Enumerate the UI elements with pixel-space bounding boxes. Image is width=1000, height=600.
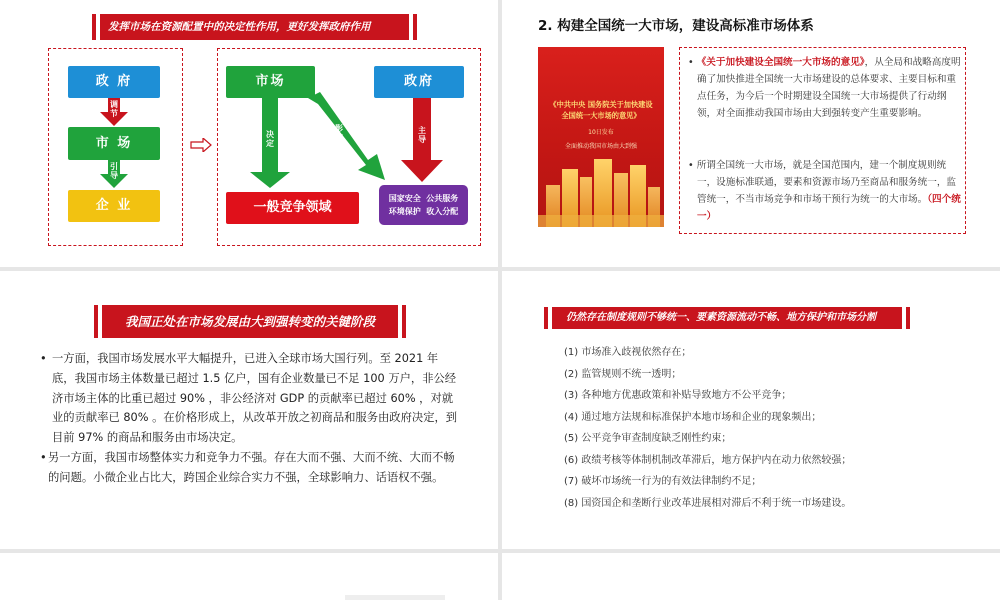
list-item: (2) 监管规则不统一透明； <box>564 368 682 380</box>
tiaojie-label: 调节 <box>110 100 118 118</box>
slide-problems[interactable] <box>502 271 1000 549</box>
bullet-dot: • <box>40 451 47 464</box>
general-competition-box: 一般竞争领域 <box>226 192 359 224</box>
problem-list <box>564 346 984 518</box>
banner <box>544 307 910 329</box>
purple-item: 收入分配 <box>426 207 459 216</box>
banner <box>94 305 406 338</box>
bullet-text: 一方面，我国市场发展水平大幅提升，已进入全球市场大国行列。至 2021 年底，我国市场主体数量已超过 1.5 亿户，国有企业数量已不足 100 万户，非公经济市场主体的比重已超过 90% ，非公经济对 GDP 的贡献率已超过 60% ，对就业的贡献率已 80% 。在价格形成上，从改革开放之初商品和服务由政府决定，到目前 97% 的商品和服务由市场决定。 <box>52 352 458 445</box>
jueding-label: 决定 <box>266 130 274 148</box>
purple-box <box>379 185 468 225</box>
slide-partial-6[interactable] <box>502 553 1000 600</box>
gov-box: 政 府 <box>68 66 160 98</box>
poster-date: 10日发布 <box>588 129 614 136</box>
enterprise-box: 企 业 <box>68 190 160 222</box>
paragraph-2: • 所谓全国统一大市场，就是全国范围内，建一个制度规则统一，设施标准联通，要素和资源市场乃至商品和服务统一，监管统一，不当市场竞争和市场干预行为统一的大市场。（四个统一） <box>688 160 961 222</box>
city-skyline-illustration <box>538 147 664 227</box>
list-item: (5) 公平竞争审查制度缺乏刚性约束； <box>564 433 732 444</box>
list-item: (7) 破坏市场统一行为的有效法律制约不足； <box>564 476 762 487</box>
yingxiang-label: 影响 <box>335 124 343 142</box>
zhudao-label: 主导 <box>418 126 426 144</box>
policy-poster <box>538 47 664 227</box>
slide-heading: 2. 构建全国统一大市场，建设高标准市场体系 <box>538 18 814 34</box>
p1-text: ，从全局和战略高度明确了加快推进全国统一大市场建设的总体要求、主要目标和重点任务，为今后一个时期建设全国统一大市场提供了行动纲领，对全面推动我国市场由大到强转变产生重要影响。 <box>697 57 961 119</box>
slide-5-strip <box>345 595 445 600</box>
list-item: (1) 市场准入歧视依然存在； <box>564 347 692 358</box>
banner-text: 发挥市场在资源配置中的决定性作用，更好发挥政府作用 <box>108 21 371 33</box>
banner-text: 我国正处在市场发展由大到强转变的关键阶段 <box>124 314 375 329</box>
banner-text: 仍然存在制度规则不够统一、要素资源流动不畅、地方保护和市场分割 <box>566 312 876 323</box>
purple-item: 公共服务 <box>426 194 459 203</box>
bullet-text: 另一方面，我国市场整体实力和竞争力不强。存在大而不强、大而不统、大而不畅的问题。小微企业占比大，跨国企业综合实力不强，全球影响力、话语权不强。 <box>48 451 455 484</box>
list-item: (8) 国资国企和垄断行业改革进展相对滞后不利于统一市场建设。 <box>564 497 852 509</box>
influence-arrow <box>308 92 385 180</box>
policy-title: 《关于加快建设全国统一大市场的意见》 <box>696 57 865 68</box>
bullet-2 <box>40 448 460 488</box>
slide-unified-market[interactable] <box>502 0 1000 267</box>
poster-line1: 《中共中央 国务院关于加快建设 <box>549 100 653 109</box>
purple-item: 环境保护 <box>388 207 421 216</box>
bullet-dot: • <box>40 352 47 365</box>
yindao-label: 引导 <box>110 162 118 180</box>
bullet-1 <box>40 349 460 448</box>
slide-key-stage[interactable] <box>0 271 498 549</box>
right-gov-box: 政府 <box>374 66 464 98</box>
poster-slogan: 全面推动我国市场由大到强 <box>564 143 637 150</box>
slide-market-government[interactable] <box>0 0 498 267</box>
purple-item: 国家安全 <box>388 194 421 203</box>
market-box: 市 场 <box>68 127 160 160</box>
p2-note: （四个统一） <box>697 194 961 222</box>
list-item: (4) 通过地方法规和标准保护本地市场和企业的现象频出； <box>564 411 822 423</box>
list-item: (6) 政绩考核等体制机制改革滞后，地方保护内在动力依然较强； <box>564 454 852 466</box>
p2-text: 所谓全国统一大市场，就是全国范围内，建一个制度规则统一，设施标准联通，要素和资源市场乃至商品和服务统一，监管统一，不当市场竞争和市场干预行为统一的大市场。 <box>696 160 957 205</box>
poster-line2: 全国统一大市场的意见》 <box>561 111 641 120</box>
list-item: (3) 各种地方优惠政策和补贴导致地方不公平竞争； <box>564 390 792 401</box>
slide-partial-5[interactable] <box>0 553 498 600</box>
paragraph-1: • 《关于加快建设全国统一大市场的意见》，从全局和战略高度明确了加快推进全国统一大市场建设的总体要求、主要目标和重点任务，为今后一个时期建设全国统一大市场提供了行动纲领，对全面推动我国市场由大到强转变产生重要影响。 <box>688 57 961 119</box>
right-market-box: 市场 <box>226 66 315 98</box>
